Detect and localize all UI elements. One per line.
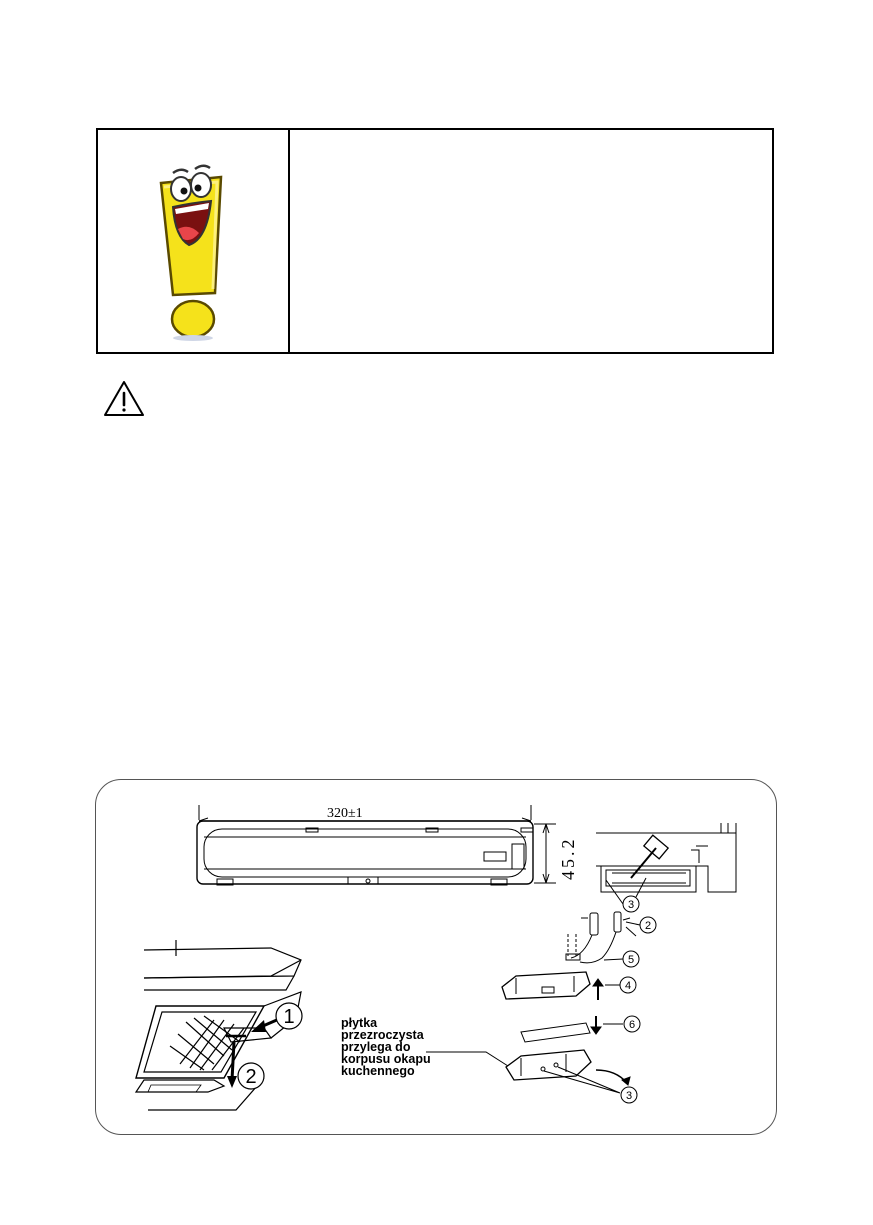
diagram-note-line: kuchennego bbox=[341, 1064, 415, 1078]
diagram-note-line: płytka bbox=[341, 1016, 378, 1030]
assembly-drawing bbox=[96, 780, 777, 1135]
callout-5: 5 bbox=[627, 954, 635, 966]
exclamation-mascot-icon bbox=[133, 141, 253, 341]
callout-6: 6 bbox=[628, 1019, 636, 1031]
notice-icon-cell bbox=[98, 130, 290, 352]
callout-2-bottom: 2 bbox=[245, 1066, 257, 1088]
diagram-note-line: przezroczysta bbox=[341, 1028, 424, 1042]
diagram-note-line: korpusu okapu bbox=[341, 1052, 431, 1066]
callout-4: 4 bbox=[624, 980, 632, 992]
callout-3-bottom: 3 bbox=[625, 1090, 633, 1102]
diagram-note-line: przylega do bbox=[341, 1040, 411, 1054]
warning-triangle-icon bbox=[103, 380, 145, 423]
notice-text-cell bbox=[290, 130, 772, 352]
callout-3-top: 3 bbox=[627, 899, 635, 911]
callout-2-top: 2 bbox=[644, 920, 652, 932]
callout-1: 1 bbox=[283, 1006, 295, 1028]
assembly-diagram bbox=[95, 779, 777, 1135]
notice-box bbox=[96, 128, 774, 354]
dimension-width-label: 320±1 bbox=[327, 806, 363, 821]
diagram-note bbox=[341, 1017, 431, 1077]
dimension-height-label: 45.2 bbox=[558, 836, 578, 880]
